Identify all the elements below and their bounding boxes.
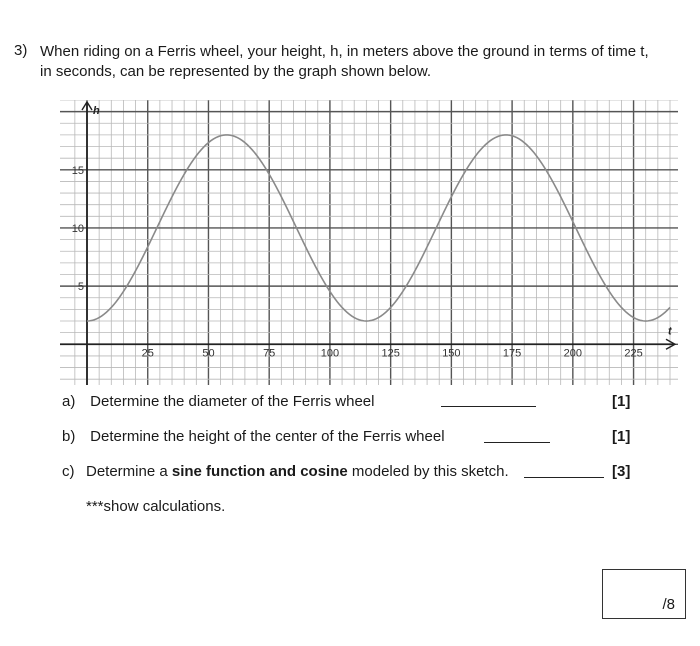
x-tick-label: 200 — [563, 347, 583, 360]
y-axis-label: h — [93, 105, 100, 117]
score-box[interactable] — [602, 569, 686, 619]
part-a-answer-blank[interactable] — [441, 406, 536, 407]
question-number: 3) — [14, 42, 28, 59]
graph-grid — [60, 100, 678, 385]
part-c-answer-blank[interactable] — [524, 477, 604, 478]
y-tick-label: 15 — [71, 164, 84, 177]
x-tick-label: 50 — [202, 347, 215, 360]
x-axis-label: t — [668, 325, 672, 338]
x-tick-label: 150 — [442, 347, 461, 360]
ferris-wheel-graph — [60, 100, 678, 385]
part-c-marks: [3] — [612, 463, 631, 480]
part-a-text: Determine the diameter of the Ferris wheel — [90, 393, 375, 410]
x-tick-label: 125 — [381, 347, 400, 360]
part-b-answer-blank[interactable] — [484, 442, 550, 443]
part-b-marks: [1] — [612, 428, 631, 445]
x-tick-label: 225 — [624, 347, 643, 360]
x-tick-label: 25 — [141, 347, 154, 360]
part-a-label: a) — [62, 393, 76, 410]
part-a — [62, 393, 374, 410]
part-b-label: b) — [62, 428, 76, 445]
part-b — [62, 428, 445, 445]
y-tick-label: 10 — [71, 222, 84, 235]
y-tick-label: 5 — [77, 281, 84, 294]
show-calculations-note: ***show calculations. — [86, 498, 226, 515]
x-tick-label: 75 — [263, 347, 276, 360]
part-a-marks: [1] — [612, 393, 631, 410]
score-total: /8 — [662, 596, 675, 613]
x-tick-label: 100 — [320, 347, 340, 360]
part-c — [62, 463, 509, 480]
question-text: When riding on a Ferris wheel, your height, h, in meters above the ground in terms of time t, in seconds, can be represented by the graph shown below. — [40, 43, 649, 80]
part-c-text-after: modeled by this sketch. — [347, 463, 509, 480]
part-c-label: c) — [62, 463, 75, 480]
part-c-bold-text: sine function and cosine — [171, 463, 348, 480]
part-c-text-before: Determine a — [86, 463, 172, 480]
x-tick-label: 175 — [502, 347, 522, 360]
part-b-text: Determine the height of the center of the Ferris wheel — [90, 428, 445, 445]
